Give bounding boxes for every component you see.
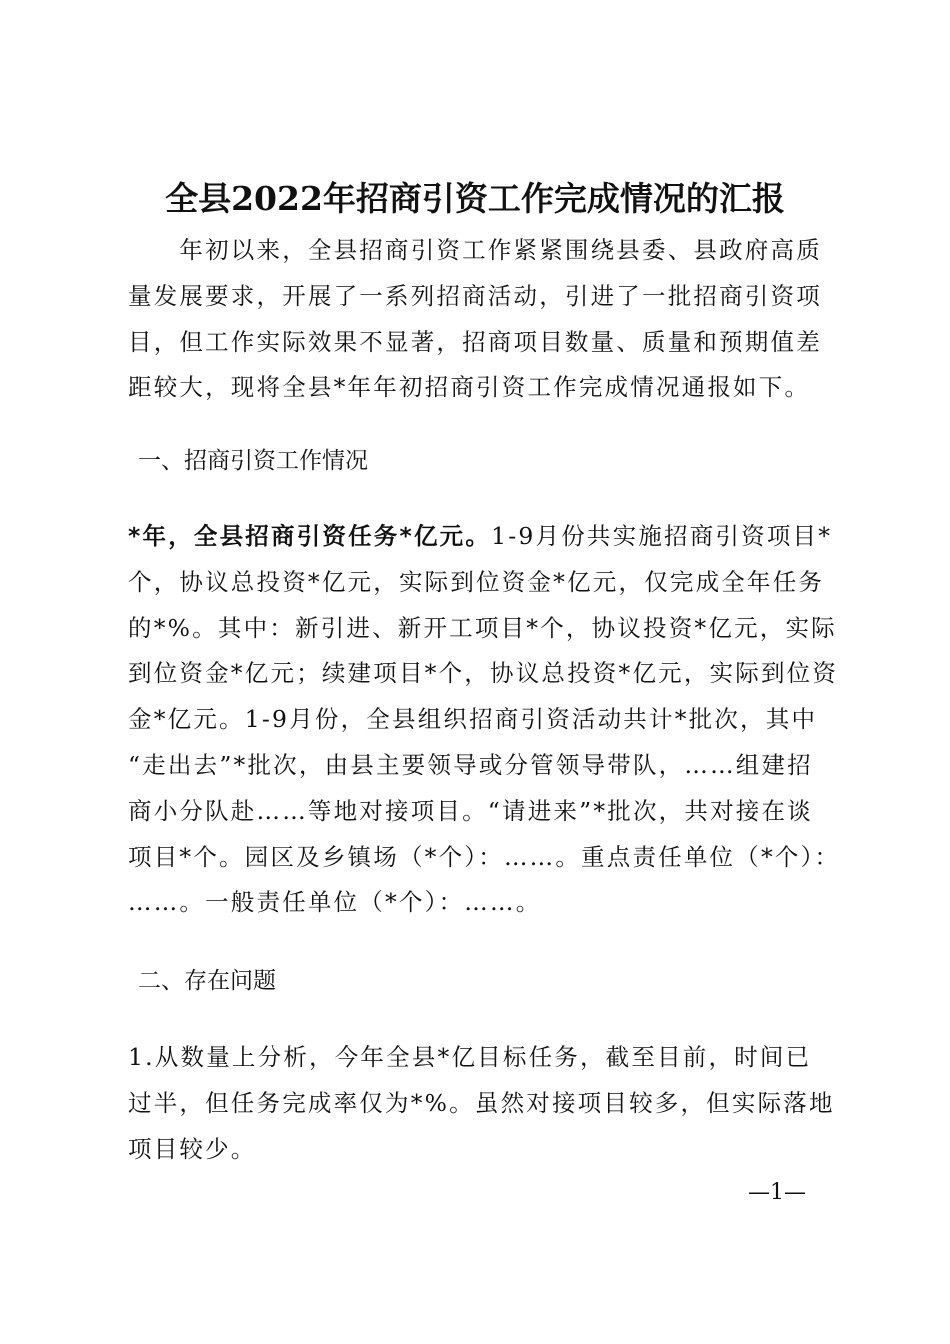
section2-paragraph — [128, 1035, 848, 1172]
text-line: 个，协议总投资*亿元，实际到位资金*亿元，仅完成全年任务 — [128, 567, 825, 596]
text-line: 年初以来，全县招商引资工作紧紧围绕县委、县政府高质 — [128, 236, 822, 264]
section-heading-2: 二、存在问题 — [138, 968, 276, 994]
text-line: 量发展要求，开展了一系列招商活动，引进了一批招商引资项 — [128, 281, 822, 310]
text-line: 距较大，现将全县*年年初招商引资工作完成情况通报如下。 — [128, 373, 811, 402]
intro-paragraph — [128, 228, 848, 411]
page-number: —1— — [748, 1180, 806, 1205]
text-line: 项目*个。园区及乡镇场（*个）：……。重点责任单位（*个）： — [128, 842, 841, 871]
text-line: 商小分队赴……等地对接项目。“请进来”*批次，共对接在谈 — [128, 796, 813, 825]
document-title: 全县2022年招商引资工作完成情况的汇报 — [165, 179, 785, 218]
section1-paragraph — [128, 514, 848, 926]
text-line: 金*亿元。1-9月份，全县组织招商引资活动共计*批次，其中 — [128, 705, 818, 734]
text-line: ……。一般责任单位（*个）：……。 — [128, 888, 542, 917]
text-line: 过半，但任务完成率仅为*%。虽然对接项目较多，但实际落地 — [128, 1088, 835, 1117]
text-run: 1-9月份共实施招商引资项目* — [491, 522, 833, 550]
text-line: “走出去”*批次，由县主要领导或分管领导带队，……组建招 — [128, 750, 813, 779]
text-line: 1.从数量上分析，今年全县*亿目标任务，截至目前，时间已 — [128, 1043, 812, 1071]
section-heading-1: 一、招商引资工作情况 — [138, 448, 368, 474]
text-line: 目，但工作实际效果不显著，招商项目数量、质量和预期值差 — [128, 327, 822, 356]
text-line: 到位资金*亿元；续建项目*个，协议总投资*亿元，实际到位资 — [128, 659, 839, 688]
bold-lead-text: *年，全县招商引资任务*亿元。 — [128, 522, 492, 550]
text-line: 项目较少。 — [128, 1134, 257, 1163]
text-line: 的*%。其中：新引进、新开工项目*个，协议投资*亿元，实际 — [128, 613, 837, 642]
text-line — [128, 514, 848, 560]
